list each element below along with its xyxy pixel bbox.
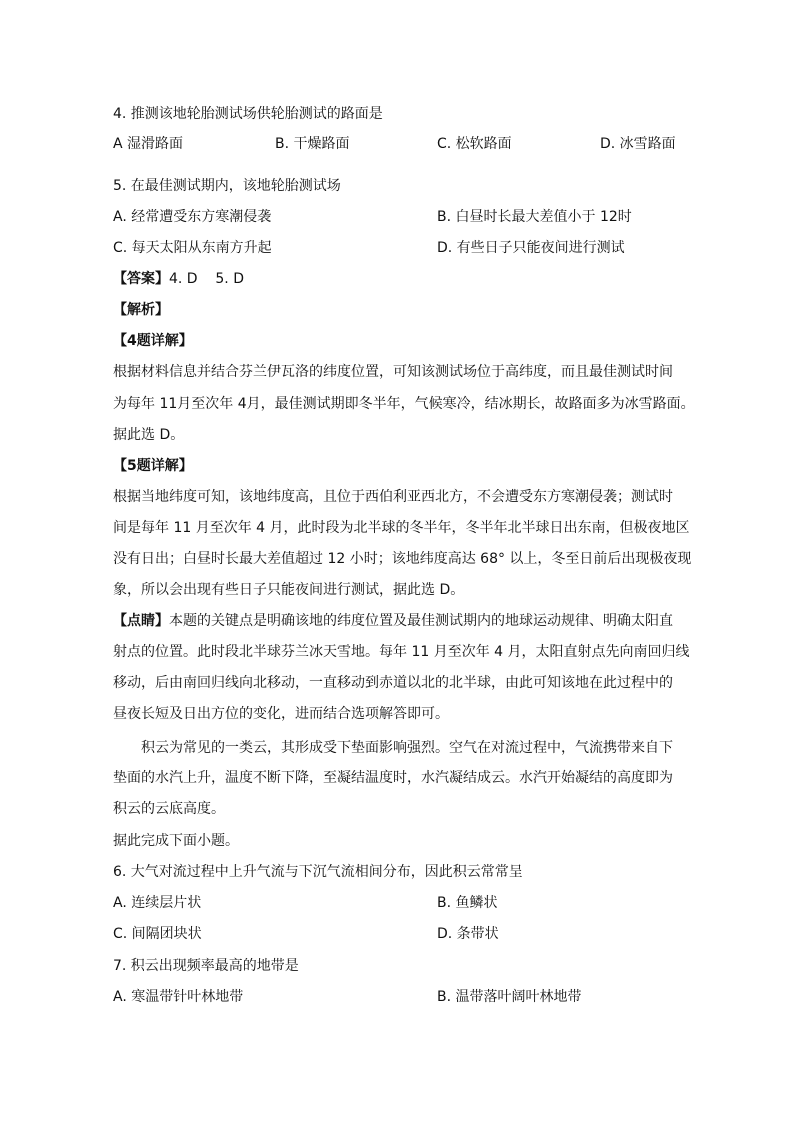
answer-line [113, 269, 244, 289]
answer-label: 【答案】 [113, 271, 169, 287]
question-6-option-c: C. 间隔团块状 [113, 926, 202, 942]
question-7-option-a: A. 寒温带针叶林地带 [113, 989, 244, 1005]
question-5-option-d: D. 有些日子只能夜间进行测试 [437, 240, 625, 256]
question-6-option-a: A. 连续层片状 [113, 895, 202, 911]
passage-instruction: 据此完成下面小题。 [113, 833, 239, 849]
analysis-label: 【解析】 [113, 302, 169, 318]
q5-detail-line-2: 间是每年 11 月至次年 4 月，此时段为北半球的冬半年，冬半年北半球日出东南，但极夜地区 [113, 520, 690, 536]
question-5-option-b: B. 白昼时长最大差值小于 12时 [437, 209, 632, 225]
passage-line-2: 垫面的水汽上升，温度不断下降，至凝结温度时，水汽凝结成云。水汽开始凝结的高度即为 [113, 770, 673, 786]
q4-detail-line-1: 根据材料信息并结合芬兰伊瓦洛的纬度位置，可知该测试场位于高纬度，而且最佳测试时间 [113, 364, 673, 380]
question-4-option-c: C. 松软路面 [437, 136, 512, 152]
passage-line-1: 积云为常见的一类云，其形成受下垫面影响强烈。空气在对流过程中，气流携带来自下 [141, 740, 673, 756]
question-6-option-b: B. 鱼鳞状 [437, 895, 498, 911]
question-4-option-a: A 湿滑路面 [113, 136, 184, 152]
question-4-option-d: D. 冰雪路面 [600, 136, 676, 152]
q4-detail-line-3: 据此选 D。 [113, 427, 185, 443]
q5-detail-line-3: 没有日出；白昼时长最大差值超过 12 小时；该地纬度高达 68° 以上，冬至日前后出现极夜现 [113, 551, 692, 567]
question-7-stem: 7. 积云出现频率最高的地带是 [113, 958, 299, 974]
tip-first-text: 本题的关键点是明确该地的纬度位置及最佳测试期内的地球运动规律、明确太阳直 [169, 613, 673, 629]
question-5-option-c: C. 每天太阳从东南方升起 [113, 240, 272, 256]
tip-line-2: 射点的位置。此时段北半球芬兰冰天雪地。每年 11 月至次年 4 月，太阳直射点先向南回归线 [113, 644, 690, 660]
question-6-stem: 6. 大气对流过程中上升气流与下沉气流相间分布，因此积云常常呈 [113, 864, 523, 880]
question-6-option-d: D. 条带状 [437, 926, 499, 942]
question-5-option-a: A. 经常遭受东方寒潮侵袭 [113, 209, 272, 225]
q5-detail-line-1: 根据当地纬度可知，该地纬度高，且位于西伯利亚西北方，不会遭受东方寒潮侵袭；测试时 [113, 489, 673, 505]
q5-detail-label: 【5题详解】 [113, 458, 193, 474]
question-5-stem: 5. 在最佳测试期内，该地轮胎测试场 [113, 178, 341, 194]
answer-text: 4. D 5. D [169, 271, 244, 287]
q4-detail-line-2: 为每年 11月至次年 4月，最佳测试期即冬半年，气候寒冷，结冰期长，故路面多为冰雪路面。 [113, 396, 695, 412]
passage-line-3: 积云的云底高度。 [113, 801, 225, 817]
tip-line-1 [113, 611, 673, 631]
q5-detail-line-4: 象，所以会出现有些日子只能夜间进行测试，据此选 D。 [113, 582, 465, 598]
question-4-option-b: B. 干燥路面 [275, 136, 350, 152]
tip-line-3: 移动，后由南回归线向北移动，一直移动到赤道以北的北半球，由此可知该地在此过程中的 [113, 675, 673, 691]
question-4-stem: 4. 推测该地轮胎测试场供轮胎测试的路面是 [113, 106, 383, 122]
question-7-option-b: B. 温带落叶阔叶林地带 [437, 989, 582, 1005]
tip-label: 【点睛】 [113, 613, 169, 629]
q4-detail-label: 【4题详解】 [113, 333, 193, 349]
tip-line-4: 昼夜长短及日出方位的变化，进而结合选项解答即可。 [113, 706, 449, 722]
